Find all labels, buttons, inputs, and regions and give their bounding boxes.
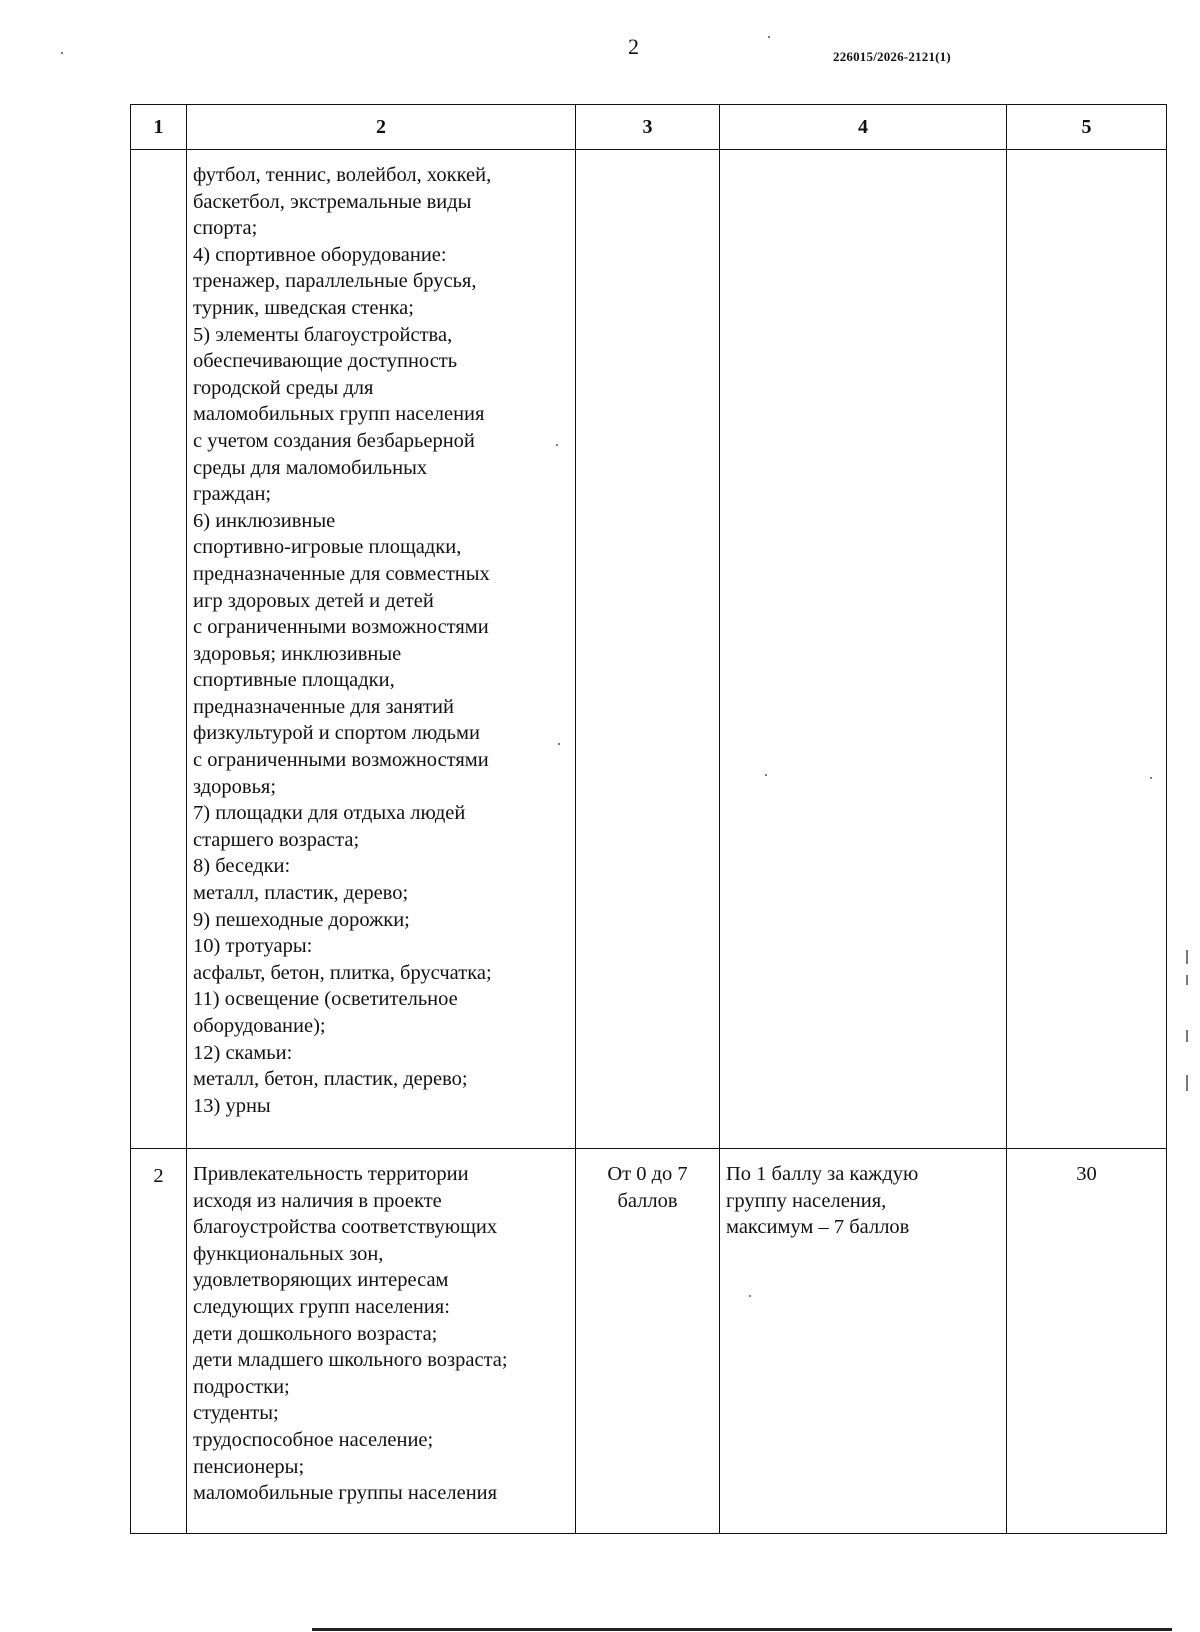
scoring-method-cell bbox=[720, 150, 1007, 1149]
text-line: старшего возраста; bbox=[193, 828, 360, 851]
header-col-3: 3 bbox=[576, 105, 720, 150]
text-line: Привлекательность территории bbox=[193, 1163, 469, 1185]
text-line: маломобильные группы населения bbox=[193, 1482, 498, 1505]
text-line: обеспечивающие доступность bbox=[193, 350, 458, 373]
text-line: По 1 баллу за каждую bbox=[726, 1163, 919, 1185]
weight-cell bbox=[1007, 150, 1167, 1149]
text-line: 8) беседки: bbox=[193, 855, 291, 878]
scan-speck bbox=[61, 52, 63, 54]
criterion-cell bbox=[187, 1149, 576, 1534]
header-col-5: 5 bbox=[1007, 105, 1167, 150]
text-line: оборудование); bbox=[193, 1015, 326, 1037]
table-row bbox=[131, 150, 1167, 1149]
text-line: турник, шведская стенка; bbox=[193, 296, 414, 319]
text-line: футбол, теннис, волейбол, хоккей, bbox=[193, 164, 492, 186]
scan-speck bbox=[765, 774, 767, 776]
text-line: баскетбол, экстремальные виды bbox=[193, 190, 472, 213]
text-line: спортивно-игровые площадки, bbox=[193, 536, 462, 559]
text-line: функциональных зон, bbox=[193, 1242, 384, 1265]
header-col-1: 1 bbox=[131, 105, 187, 150]
text-line: подростки; bbox=[193, 1375, 290, 1398]
text-line: металл, пластик, дерево; bbox=[193, 882, 409, 905]
header-col-2: 2 bbox=[187, 105, 576, 150]
row-number bbox=[131, 150, 187, 1149]
text-line: физкультурой и спортом людьми bbox=[193, 722, 480, 745]
text-line: асфальт, бетон, плитка, брусчатка; bbox=[193, 961, 492, 984]
text-line: 7) площадки для отдыха людей bbox=[193, 802, 466, 825]
text-line: группу населения, bbox=[726, 1189, 887, 1212]
text-line: 5) элементы благоустройства, bbox=[193, 323, 453, 346]
scan-margin-mark bbox=[1186, 975, 1188, 985]
text-line: с учетом создания безбарьерной bbox=[193, 429, 475, 452]
text-line: с ограниченными возможностями bbox=[193, 749, 489, 772]
document-id: 226015/2026-2121(1) bbox=[833, 49, 951, 64]
scan-speck bbox=[768, 36, 770, 38]
text-line: предназначенные для совместных bbox=[193, 562, 490, 585]
text-line: пенсионеры; bbox=[193, 1455, 305, 1478]
text-line: металл, бетон, пластик, дерево; bbox=[193, 1068, 468, 1091]
text-line: дети младшего школьного возраста; bbox=[193, 1349, 508, 1372]
text-line: спортивные площадки, bbox=[193, 669, 395, 692]
text-line: баллов bbox=[617, 1189, 678, 1212]
scan-speck bbox=[749, 1295, 751, 1297]
text-line: следующих групп населения: bbox=[193, 1295, 450, 1318]
text-line: городской среды для bbox=[193, 376, 374, 399]
page-number: 2 bbox=[628, 34, 639, 59]
row-number: 2 bbox=[131, 1149, 187, 1534]
scan-margin-mark bbox=[1186, 1030, 1188, 1042]
text-line: маломобильных групп населения bbox=[193, 403, 485, 426]
table-row bbox=[131, 1149, 1167, 1534]
text-line: с ограниченными возможностями bbox=[193, 616, 489, 639]
text-line: удовлетворяющих интересам bbox=[193, 1269, 449, 1292]
text-line: предназначенные для занятий bbox=[193, 695, 454, 718]
text-line: благоустройства соответствующих bbox=[193, 1216, 498, 1239]
text-line: 10) тротуары: bbox=[193, 935, 313, 958]
text-line: дети дошкольного возраста; bbox=[193, 1322, 438, 1345]
criteria-table bbox=[130, 104, 1167, 1534]
scan-margin-mark bbox=[1186, 1075, 1188, 1091]
text-line: 6) инклюзивные bbox=[193, 509, 336, 532]
text-line: исходя из наличия в проекте bbox=[193, 1189, 442, 1212]
scan-speck bbox=[558, 743, 560, 745]
score-range-cell bbox=[576, 1149, 720, 1534]
text-line: 13) урны bbox=[193, 1094, 271, 1117]
scan-bottom-edge bbox=[312, 1628, 1172, 1631]
header-col-4: 4 bbox=[720, 105, 1007, 150]
text-line: трудоспособное население; bbox=[193, 1428, 434, 1451]
text-line: граждан; bbox=[193, 483, 272, 506]
text-line: игр здоровых детей и детей bbox=[193, 589, 434, 612]
text-line: 12) скамьи: bbox=[193, 1041, 293, 1064]
text-line: студенты; bbox=[193, 1402, 279, 1425]
criterion-cell bbox=[187, 150, 576, 1149]
text-line: здоровья; bbox=[193, 775, 277, 798]
text-line: От 0 до 7 bbox=[607, 1163, 688, 1185]
scan-speck bbox=[556, 444, 558, 446]
text-line: 11) освещение (осветительное bbox=[193, 988, 458, 1011]
score-range-cell bbox=[576, 150, 720, 1149]
text-line: здоровья; инклюзивные bbox=[193, 642, 402, 665]
text-line: тренажер, параллельные брусья, bbox=[193, 270, 477, 293]
scan-margin-mark bbox=[1186, 950, 1188, 964]
text-line: 4) спортивное оборудование: bbox=[193, 243, 447, 266]
scoring-method-cell bbox=[720, 1149, 1007, 1534]
text-line: среды для маломобильных bbox=[193, 456, 428, 479]
text-line: спорта; bbox=[193, 217, 258, 240]
scan-speck bbox=[1150, 777, 1152, 779]
text-line: 9) пешеходные дорожки; bbox=[193, 908, 410, 931]
table-header-row bbox=[131, 105, 1167, 150]
weight-cell: 30 bbox=[1007, 1149, 1167, 1534]
text-line: максимум – 7 баллов bbox=[726, 1216, 910, 1239]
